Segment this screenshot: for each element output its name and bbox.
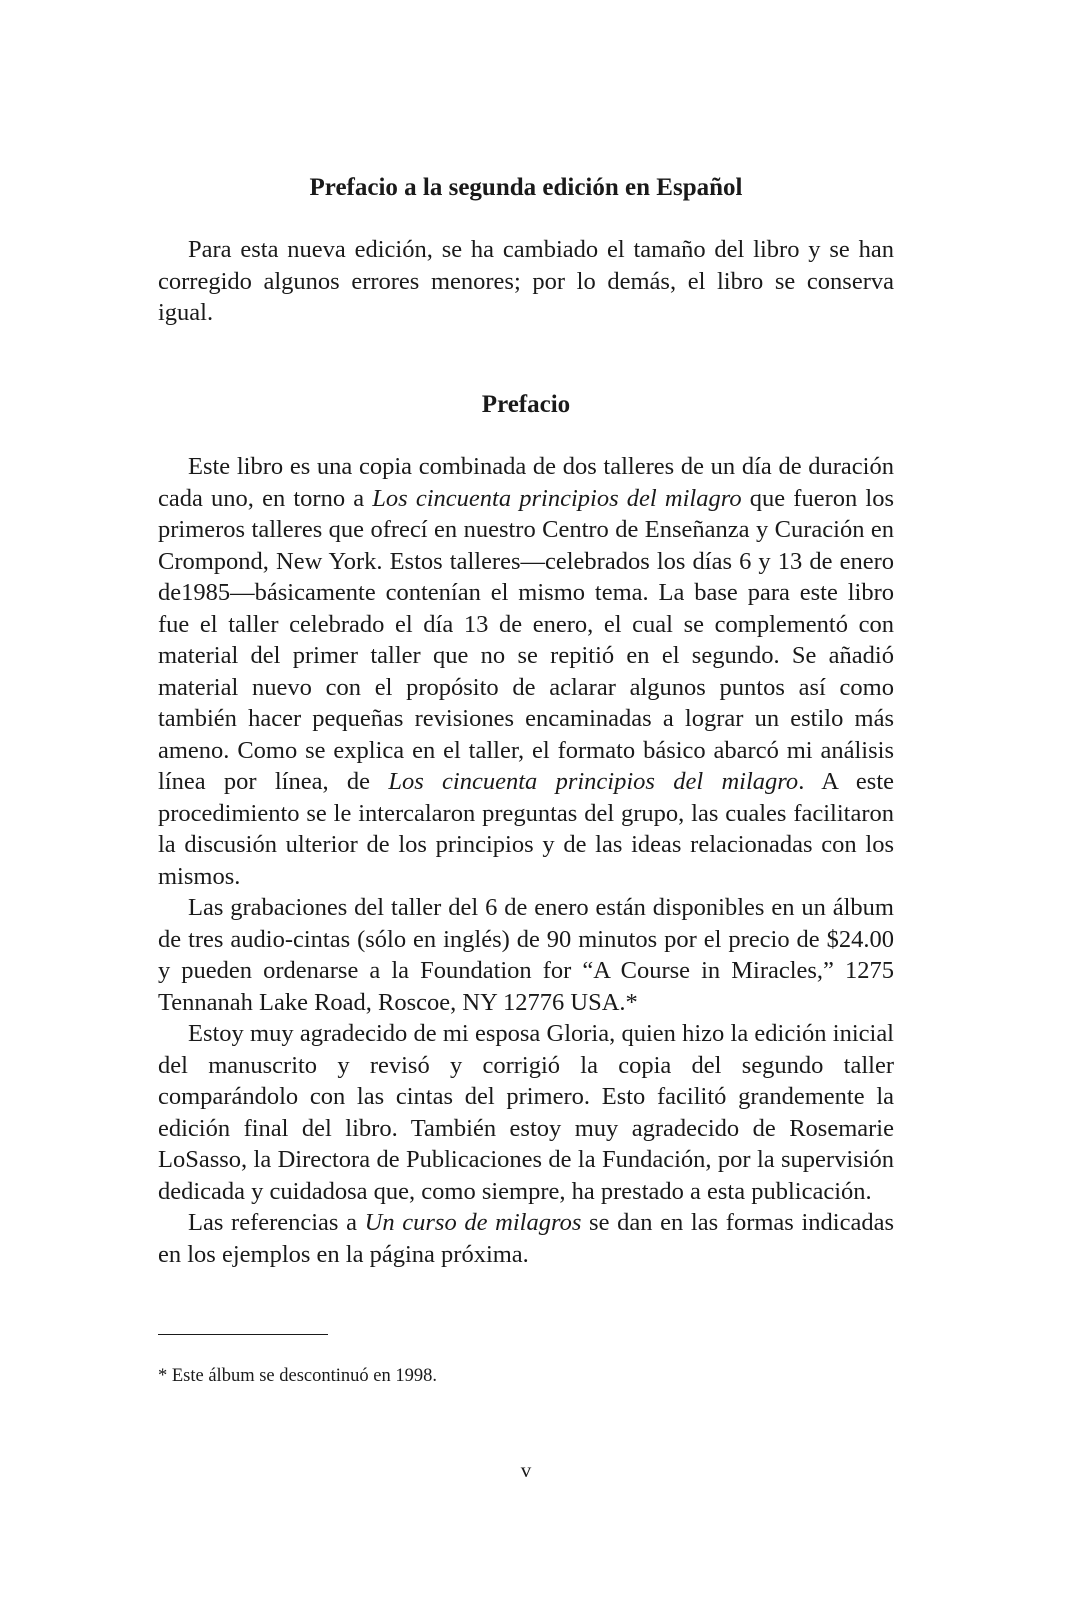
- section1-title: Prefacio a la segunda edición en Español: [309, 174, 743, 201]
- paragraph-4-text-a: Las referencias a: [188, 1209, 365, 1236]
- footnote: * Este álbum se descontinuó en 1998.: [158, 1366, 437, 1386]
- section1-body: [158, 234, 894, 329]
- book-page: [158, 0, 894, 1600]
- paragraph-1: [158, 451, 894, 892]
- page-number: v: [520, 1458, 532, 1482]
- book-title-italic-3: Un curso de milagros: [364, 1209, 582, 1236]
- book-title-italic-1: Los cincuenta principios del milagro: [372, 484, 742, 512]
- paragraph-4-text-b: se dan en las formas indicadas en los ejemplos en la página próxima.: [158, 1209, 894, 1268]
- paragraph-4: [158, 1207, 894, 1270]
- footnote-divider: [158, 1334, 328, 1335]
- section2-body: [158, 451, 894, 1270]
- paragraph-1-text-b: que fueron los primeros talleres que ofrecí en nuestro Centro de Enseñanza y Curación en Crompond, New York. Estos talleres—celebrados los días 6 y 13 de enero de1985—básicamente contenían el mismo tema. La base para este libro fue el taller celebrado el día 13 de enero, el cual se complementó con material del primer taller que no se repitió en el segundo. Se añadió material nuevo con el propósito de aclarar algunos puntos así como también hacer pequeñas revisiones encaminadas a lograr un estilo más ameno. Como se explica en el taller, el formato básico abarcó mi análisis línea por línea, de: [158, 484, 894, 795]
- paragraph-3: Estoy muy agradecido de mi esposa Gloria, quien hizo la edición inicial del manuscrito y revisó y corrigió la copia del segundo taller comparándolo con las cintas del primero. Esto facilitó grandemente la edición final del libro. También estoy muy agradecido de Rosemarie LoSasso, la Directora de Publicaciones de la Fundación, por la supervisión dedicada y cuidadosa que, como siempre, ha prestado a esta publicación.: [158, 1020, 894, 1205]
- section2-title: Prefacio: [481, 391, 571, 418]
- book-title-italic-2: Los cincuenta principios del milagro: [388, 768, 799, 795]
- section1-paragraph: Para esta nueva edición, se ha cambiado el tamaño del libro y se han corregido algunos errores menores; por lo demás, el libro se conserva igual.: [158, 236, 894, 326]
- paragraph-2: Las grabaciones del taller del 6 de enero están disponibles en un álbum de tres audio-cintas (sólo en inglés) de 90 minutos por el precio de $24.00 y pueden ordenarse a la Foundation for “A Course in Miracles,” 1275 Tennanah Lake Road, Roscoe, NY 12776 USA.*: [158, 894, 894, 1016]
- paragraph-1-text-a: Este libro es una copia combinada de dos talleres de un día de duración cada uno, en torno a: [158, 453, 894, 512]
- paragraph-1-text-c: . A este procedimiento se le intercalaron preguntas del grupo, las cuales facilitaron la discusión ulterior de los principios y de las ideas relacionadas con los mismos.: [158, 768, 894, 890]
